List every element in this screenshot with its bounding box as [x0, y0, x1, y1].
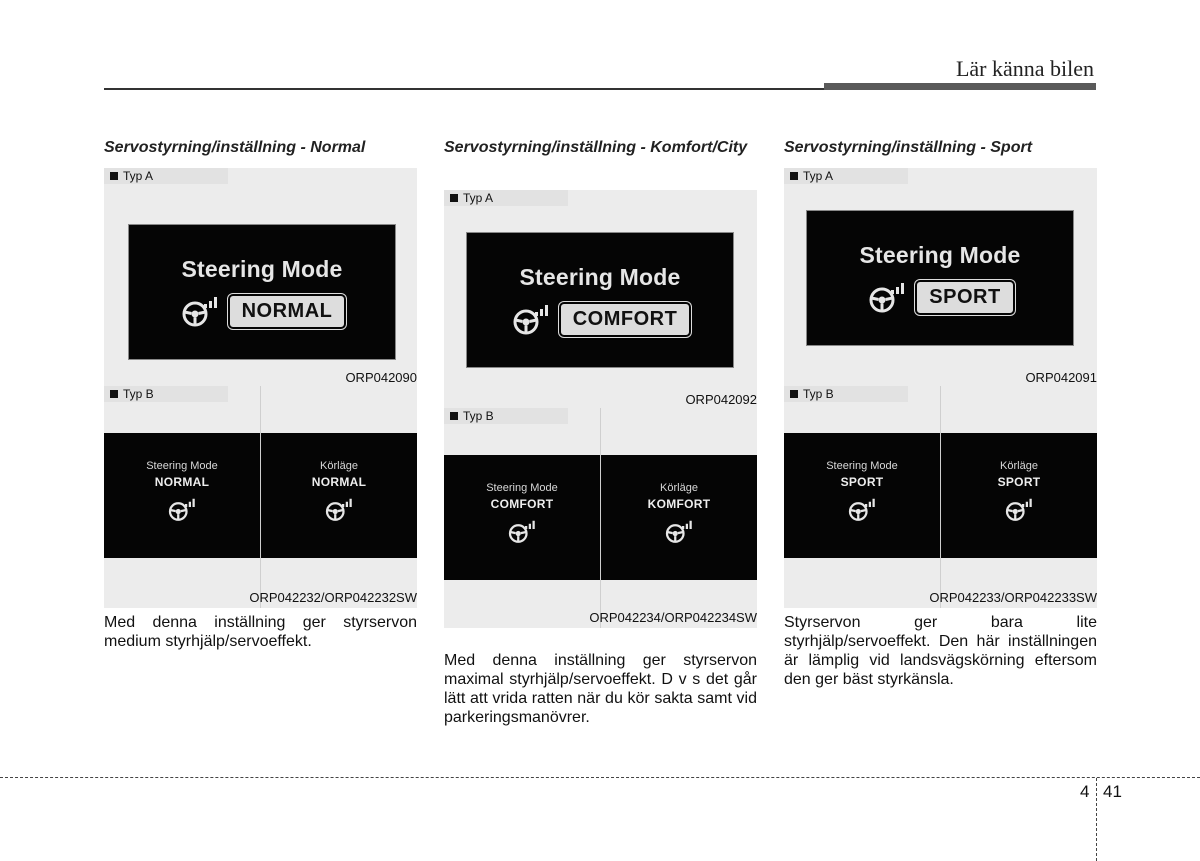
display-title: Steering Mode [826, 460, 898, 472]
figure-code: ORP042090 [345, 370, 417, 385]
steering-wheel-icon [507, 519, 537, 545]
display-title: Steering Mode [859, 241, 1021, 268]
mode-label: NORMAL [311, 475, 367, 489]
typ-a-label: Typ A [784, 168, 908, 184]
steering-wheel-icon [1004, 497, 1034, 523]
mode-label: NORMAL [230, 296, 345, 327]
display-title: Körläge [320, 460, 358, 472]
figure-code: ORP042234/ORP042234SW [589, 610, 757, 625]
display-title: Steering Mode [486, 482, 558, 494]
column-comfort [444, 136, 757, 726]
mode-label: KOMFORT [647, 497, 711, 511]
footer-dashed-divider [1096, 778, 1097, 861]
figure-typ-a [784, 168, 1097, 388]
figure-typ-b [444, 408, 757, 628]
display-right [261, 433, 417, 558]
typ-b-label: Typ B [444, 408, 568, 424]
display-right [601, 455, 757, 580]
body-text: Med denna inställning ger styrservon medium styrhjälp/servoeffekt. [104, 614, 417, 650]
figure-code: ORP042092 [685, 392, 757, 407]
header-rule-accent [824, 83, 1096, 90]
display-title: Steering Mode [146, 460, 218, 472]
figure-typ-b [104, 386, 417, 608]
typ-a-label: Typ A [444, 190, 568, 206]
steering-wheel-icon [180, 295, 220, 329]
section-title: Servostyrning/inställning - Sport [784, 139, 1033, 156]
steering-wheel-icon [511, 303, 551, 337]
body-text: Styrservon ger bara lite styrhjälp/servoeffekt. Den här inställningen är lämplig vid landsvägskörning eftersom den ger bäst styrkänsla. [784, 614, 1097, 688]
figure-typ-b [784, 386, 1097, 608]
steering-wheel-icon [664, 519, 694, 545]
typ-a-label: Typ A [104, 168, 228, 184]
square-bullet-icon [790, 390, 798, 398]
square-bullet-icon [110, 390, 118, 398]
mode-label: NORMAL [154, 475, 210, 489]
steering-wheel-icon [324, 497, 354, 523]
typ-b-label: Typ B [104, 386, 228, 402]
steering-wheel-icon [847, 497, 877, 523]
footer-dashed-rule [0, 777, 1200, 778]
display-left [444, 455, 600, 580]
mode-label: SPORT [917, 282, 1012, 313]
column-sport [784, 136, 1097, 688]
body-text: Med denna inställning ger styrservon maximal styrhjälp/servoeffekt. D v s det går lätt att vrida ratten när du kör sakta samt vid parkeringsmanövrer. [444, 652, 757, 726]
section-title: Servostyrning/inställning - Komfort/City [444, 139, 748, 156]
square-bullet-icon [110, 172, 118, 180]
figure-typ-a [444, 190, 757, 410]
typ-b-label: Typ B [784, 386, 908, 402]
figure-code: ORP042233/ORP042233SW [929, 590, 1097, 605]
column-normal [104, 136, 417, 650]
steering-mode-display [466, 232, 734, 368]
display-left [104, 433, 260, 558]
display-title: Steering Mode [519, 263, 681, 290]
chapter-number: 4 [1080, 782, 1090, 801]
figure-code: ORP042091 [1025, 370, 1097, 385]
mode-label: COMFORT [490, 497, 554, 511]
figure-code: ORP042232/ORP042232SW [249, 590, 417, 605]
display-title: Körläge [1000, 460, 1038, 472]
square-bullet-icon [790, 172, 798, 180]
steering-mode-display [128, 224, 396, 360]
figure-typ-a [104, 168, 417, 388]
square-bullet-icon [450, 412, 458, 420]
mode-label: SPORT [840, 475, 884, 489]
steering-mode-display [806, 210, 1074, 346]
mode-label: COMFORT [561, 304, 690, 335]
display-title: Körläge [660, 482, 698, 494]
display-title: Steering Mode [181, 255, 343, 282]
mode-label: SPORT [997, 475, 1041, 489]
steering-wheel-icon [167, 497, 197, 523]
display-left [784, 433, 940, 558]
steering-wheel-icon [867, 281, 907, 315]
page-number: 41 [1103, 782, 1122, 801]
display-right [941, 433, 1097, 558]
section-title: Servostyrning/inställning - Normal [104, 139, 366, 156]
chapter-title: Lär känna bilen [955, 56, 1094, 81]
square-bullet-icon [450, 194, 458, 202]
